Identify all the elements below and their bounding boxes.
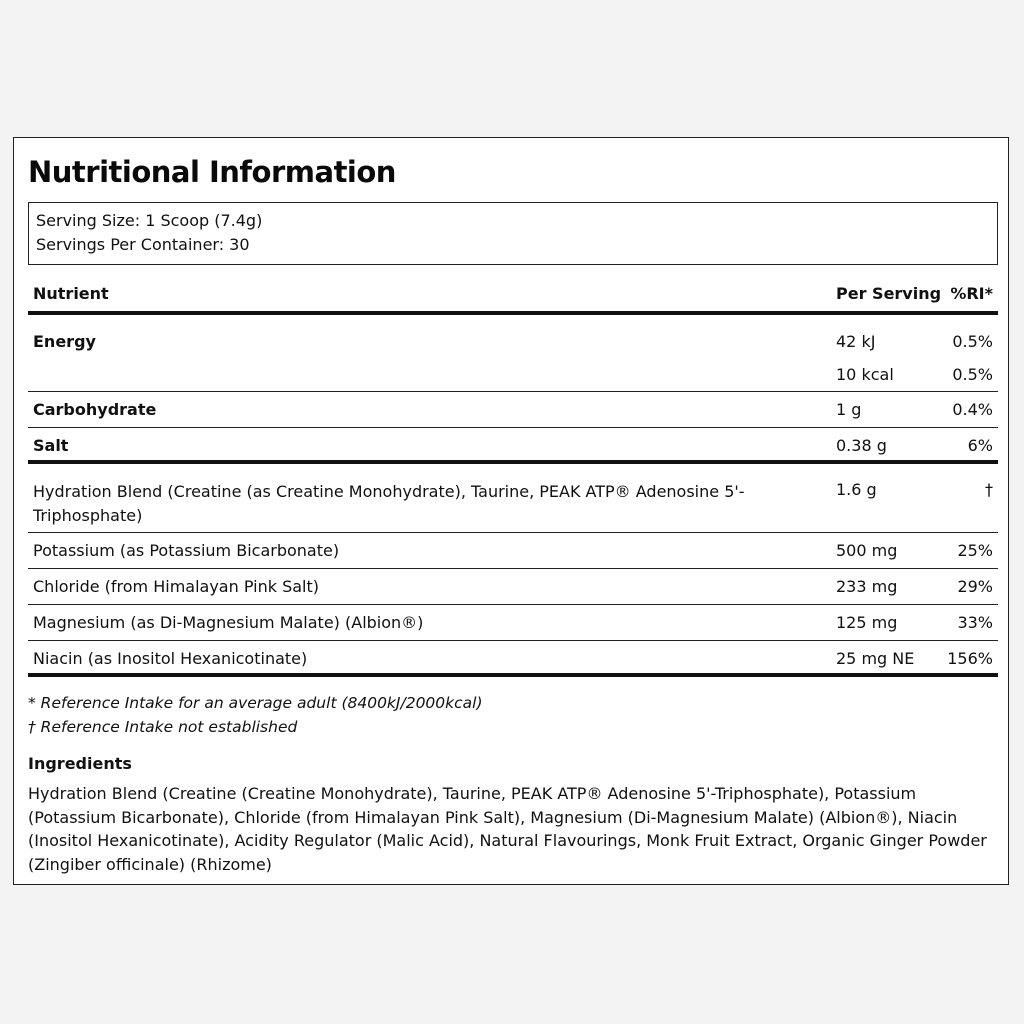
- per-serving-value: 0.38 g: [836, 436, 887, 455]
- ri-value: 33%: [957, 613, 993, 632]
- header-per-serving: Per Serving: [836, 284, 942, 303]
- ri-value: †: [985, 480, 993, 499]
- table-row-salt: [28, 428, 998, 464]
- ri-value: 156%: [947, 649, 993, 668]
- per-serving-value: 233 mg: [836, 577, 898, 596]
- per-serving-value: 125 mg: [836, 613, 898, 632]
- ri-value: 29%: [957, 577, 993, 596]
- table-row-niacin: [28, 641, 998, 677]
- nutrient-name: Energy: [33, 332, 96, 351]
- ri-value: 0.5%: [952, 332, 993, 351]
- ingredients-text: Hydration Blend (Creatine (Creatine Monohydrate), Taurine, PEAK ATP® Adenosine 5'-Triphosphate), Potassium (Potassium Bicarbonate), Chloride (from Himalayan Pink Salt), Magnesium (Di-Magnesium Malate) (Albion®), Niacin (Inositol Hexanicotinate), Acidity Regulator (Malic Acid), Natural Flavourings, Monk Fruit Extract, Organic Ginger Powder (Zingiber officinale) (Rhizome): [28, 784, 987, 874]
- nutrient-name: Salt: [33, 436, 69, 455]
- footnote-not-established: † Reference Intake not established: [28, 718, 298, 736]
- table-row-potassium: [28, 533, 998, 569]
- ingredients-title: Ingredients: [28, 754, 132, 773]
- ri-value: 0.5%: [952, 365, 993, 384]
- serving-info-box: [28, 202, 998, 265]
- per-serving-value: 42 kJ: [836, 332, 876, 351]
- table-header-row: [28, 273, 998, 315]
- table-row-chloride: [28, 569, 998, 605]
- footnotes: [28, 691, 483, 739]
- header-nutrient: Nutrient: [33, 284, 109, 303]
- table-row-carbohydrate: [28, 392, 998, 428]
- servings-per-container: Servings Per Container: 30: [36, 235, 250, 254]
- page-title: Nutritional Information: [28, 155, 396, 189]
- nutrient-name: Chloride (from Himalayan Pink Salt): [33, 577, 319, 596]
- per-serving-value: 25 mg NE: [836, 649, 915, 668]
- nutrient-name: Magnesium (as Di-Magnesium Malate) (Albion®): [33, 613, 424, 632]
- ri-value: 6%: [967, 436, 993, 455]
- nutrition-table: [28, 273, 998, 677]
- table-row-energy: [28, 315, 998, 392]
- nutrient-name: Carbohydrate: [33, 400, 157, 419]
- per-serving-value: 1 g: [836, 400, 862, 419]
- table-row-magnesium: [28, 605, 998, 641]
- nutrient-name: Niacin (as Inositol Hexanicotinate): [33, 649, 308, 668]
- serving-size: Serving Size: 1 Scoop (7.4g): [36, 211, 263, 230]
- per-serving-value: 10 kcal: [836, 365, 894, 384]
- nutrient-name: Hydration Blend (Creatine (as Creatine Monohydrate), Taurine, PEAK ATP® Adenosine 5'-Triphosphate): [33, 482, 745, 525]
- table-row-hydration-blend: [28, 464, 998, 533]
- header-ri: %RI*: [950, 284, 993, 303]
- footnote-reference-intake: * Reference Intake for an average adult (8400kJ/2000kcal): [28, 694, 483, 712]
- per-serving-value: 1.6 g: [836, 480, 877, 499]
- ri-value: 25%: [957, 541, 993, 560]
- ri-value: 0.4%: [952, 400, 993, 419]
- nutrition-panel: [13, 137, 1009, 885]
- per-serving-value: 500 mg: [836, 541, 898, 560]
- nutrient-name: Potassium (as Potassium Bicarbonate): [33, 541, 340, 560]
